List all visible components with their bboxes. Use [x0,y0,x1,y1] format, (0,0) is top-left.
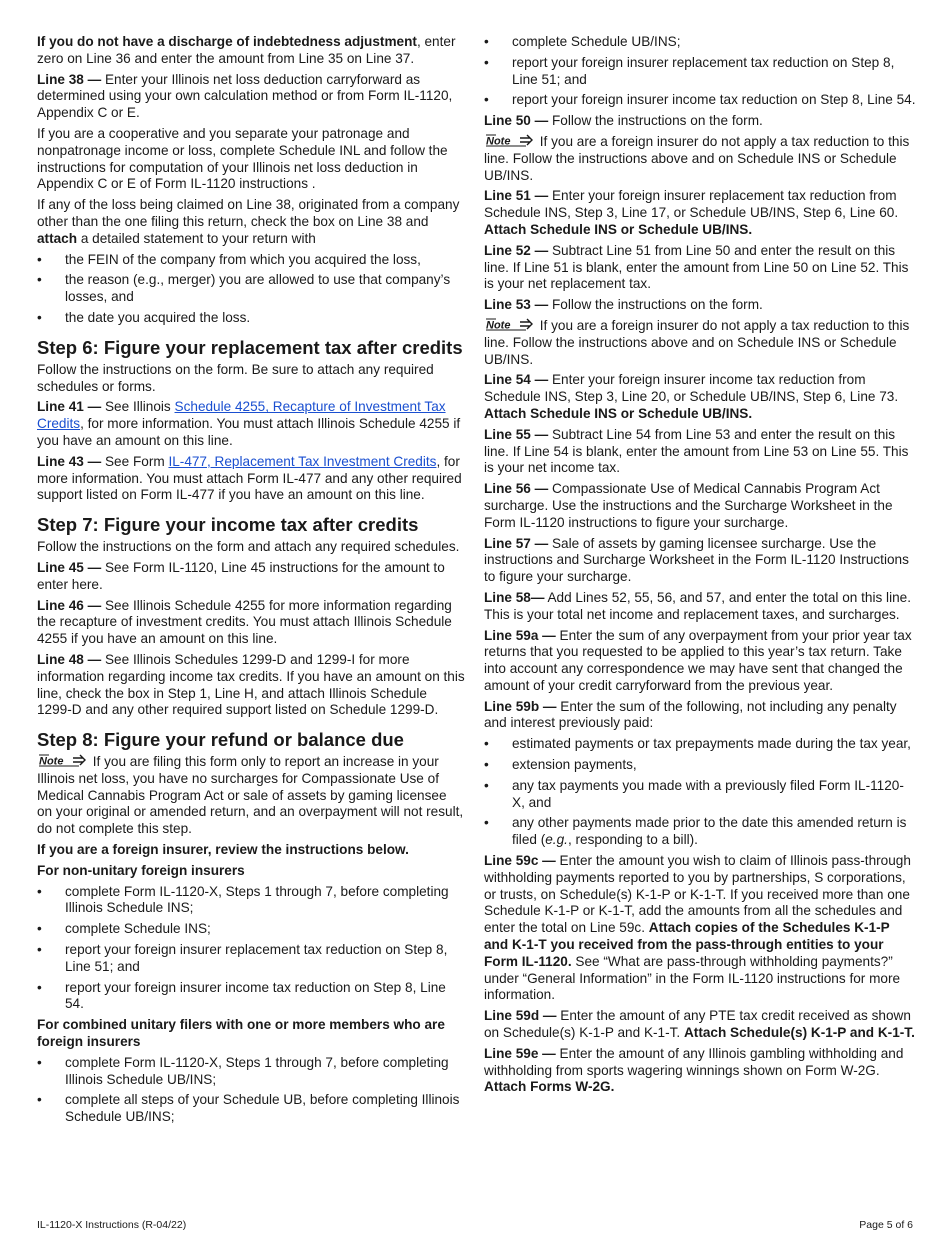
line-59b-paragraph: Line 59b — Enter the sum of the following, not including any penalty and interest previously paid: [484,698,897,731]
line-52-paragraph: Line 52 — Subtract Line 51 from Line 50 and enter the result on this line. If Line 51 is blank, enter the amount from Line 50 on Line 52. This is your net replacement tax. [484,242,909,292]
line-53-paragraph: Line 53 — Follow the instructions on the form. [484,297,763,313]
step-8-note: Note If you are filing this form only to report an increase in your Illinois net loss, you have no surcharges for Compassionate Use of Medical Cannabis Program Act or sale of assets by gaming licensee on your original or amended return, and an overpayment will not result, do not complete this step. [37,754,464,837]
list-item: • report your foreign insurer replacement tax reduction on Step 8, Line 51; and [37,942,465,976]
step-6-intro: Follow the instructions on the form. Be sure to attach any required schedules or forms. [37,361,434,394]
step-6-heading: Step 6: Figure your replacement tax after credits [37,336,463,358]
non-unitary-bullet-list [37,884,465,1014]
list-item: • extension payments, [484,757,916,774]
line-59d-paragraph: Line 59d — Enter the amount of any PTE tax credit received as shown on Schedule(s) K-1-P and K-1-T. Attach Schedule(s) K-1-P and K-1-T. [484,1008,915,1041]
line-59a-paragraph: Line 59a — Enter the sum of any overpayment from your prior year tax returns that you requested to be applied to this year’s tax return. Take into account any correspondence we may have sent that changed the amount of your credit carryforward from the previous year. [484,627,912,693]
line-46-paragraph: Line 46 — See Illinois Schedule 4255 for more information regarding the recapture of investment credits. You must attach Illinois Schedule 4255 if you have an amount on this line. [37,597,452,647]
cooperative-paragraph: If you are a cooperative and you separate your patronage and nonpatronage income or loss, complete Schedule INL and follow the instructions for computation of your Illinois net loss deduction in Appendix C or E of Form IL-1120 instructions . [37,125,448,192]
line-50-note: Note If you are a foreign insurer do not apply a tax reduction to this line. Follow the instructions above and on Schedule INS or Schedule UB/INS. [484,133,910,183]
line-45-paragraph: Line 45 — See Form IL-1120, Line 45 instructions for the amount to enter here. [37,559,445,592]
combined-unitary-heading: For combined unitary filers with one or more members who are foreign insurers [37,1017,445,1050]
line-43-paragraph: Line 43 — See Form IL-477, Replacement Tax Investment Credits, for more information. You must attach Form IL-477 and any other required support listed on Form IL-477 if you have an amount on this line. [37,453,462,503]
step-8-heading: Step 8: Figure your refund or balance due [37,729,404,751]
list-item: • estimated payments or tax prepayments made during the tax year, [484,736,916,753]
note-icon-label: Note [486,319,511,331]
note-icon [484,134,534,147]
line-37-paragraph: If you do not have a discharge of indebtedness adjustment, enter zero on Line 36 and enter the amount from Line 35 on Line 37. [37,34,456,66]
non-unitary-heading: For non-unitary foreign insurers [37,862,245,878]
foreign-insurer-heading: If you are a foreign insurer, review the instructions below. [37,842,409,858]
footer-page-number: Page 5 of 6 [859,1219,913,1231]
list-item: • report your foreign insurer income tax reduction on Step 8, Line 54. [484,92,916,109]
footer-form-id: IL-1120-X Instructions (R-04/22) [37,1219,187,1231]
line-56-paragraph: Line 56 — Compassionate Use of Medical Cannabis Program Act surcharge. Use the instructions and the Surcharge Worksheet in the Form IL-1120 instructions to figure your surcharge. [484,481,893,530]
list-item: • the reason (e.g., merger) you are allowed to use that company’s losses, and [37,272,465,306]
step-7-heading: Step 7: Figure your income tax after credits [37,514,419,536]
left-column [37,34,465,1130]
line-41-paragraph: Line 41 — See Illinois Schedule 4255, Recapture of Investment Tax Credits, for more information. You must attach Illinois Schedule 4255 if you have an amount on this line. [37,399,461,448]
list-item: • any tax payments you made with a previously filed Form IL-1120-X, and [484,778,916,812]
combined-unitary-bullet-list-continued [484,34,916,109]
il-477-link[interactable]: IL-477, Replacement Tax Investment Credits [168,453,437,469]
note-icon [37,754,87,767]
list-item: • complete Form IL-1120-X, Steps 1 through 7, before completing Illinois Schedule UB/INS; [37,1055,465,1089]
loss-bullet-list [37,252,465,327]
combined-unitary-bullet-list [37,1055,465,1126]
list-item: • any other payments made prior to the date this amended return is filed (e.g., responding to a bill). [484,815,916,849]
list-item: • complete Form IL-1120-X, Steps 1 through 7, before completing Illinois Schedule INS; [37,884,465,918]
line-55-paragraph: Line 55 — Subtract Line 54 from Line 53 and enter the result on this line. If Line 54 is blank, enter the amount from Line 53 on Line 55. This is your net income tax. [484,426,909,476]
line-58-paragraph: Line 58— Add Lines 52, 55, 56, and 57, and enter the total on this line. This is your total net income and replacement taxes, and surcharges. [484,589,911,622]
line-50-paragraph: Line 50 — Follow the instructions on the form. [484,113,763,129]
line-54-paragraph: Line 54 — Enter your foreign insurer income tax reduction from Schedule INS, Step 3, Line 20, or Schedule UB/INS, Step 6, Line 73. Attach Schedule INS or Schedule UB/INS. [484,372,899,421]
list-item: • complete all steps of your Schedule UB, before completing Illinois Schedule UB/INS; [37,1092,465,1126]
right-column [484,34,916,1100]
note-icon [484,318,534,331]
line-48-paragraph: Line 48 — See Illinois Schedules 1299-D and 1299-I for more information regarding income tax credits. If you have an amount on this line, check the box in Step 1, Line H, and attach Illinois Schedule 1299-D and any other required support listed on Schedule 1299-D. [37,651,465,718]
line-57-paragraph: Line 57 — Sale of assets by gaming licensee surcharge. Use the instructions and Surcharge Worksheet in the Form IL-1120 Instructions to figure your surcharge. [484,535,909,585]
line-59c-paragraph: Line 59c — Enter the amount you wish to claim of Illinois pass-through withholding payments reported to you by partnerships, S corporations, or trusts, on Schedule(s) K-1-P or K-1-T. If you received more than one Schedule K-1-P or K-1-T, add the amounts from all the schedules and enter the total on Line 59c. Attach copies of the Schedules K-1-P and K-1-T you received from the pass-through entities to your Form IL-1120. See “What are pass-through withholding payments?” under “General Information” in the Form IL-1120 instructions for more information. [484,853,911,1003]
line-51-paragraph: Line 51 — Enter your foreign insurer replacement tax reduction from Schedule INS, Step 3, Line 17, or Schedule UB/INS, Step 6, Line 60. Attach Schedule INS or Schedule UB/INS. [484,188,899,237]
loss-origin-paragraph: If any of the loss being claimed on Line 38, originated from a company other than the one filing this return, check the box on Line 38 and attach a detailed statement to your return with [37,197,460,246]
list-item: • complete Schedule UB/INS; [484,34,916,51]
line-59e-paragraph: Line 59e — Enter the amount of any Illinois gambling withholding and withholding from sports wagering winnings shown on Form W-2G. Attach Forms W-2G. [484,1045,904,1095]
list-item: • the FEIN of the company from which you acquired the loss, [37,252,465,269]
list-item: • the date you acquired the loss. [37,310,465,327]
note-icon-label: Note [486,135,511,147]
line-38-paragraph: Line 38 — Enter your Illinois net loss deduction carryforward as determined using your own calculation method or from Form IL-1120, Appendix C or E. [37,71,453,121]
schedule-4255-link[interactable]: Schedule 4255, Recapture of Investment Tax Credits [37,399,446,432]
line-59b-bullet-list [484,736,916,849]
list-item: • complete Schedule INS; [37,921,465,938]
note-icon-label: Note [39,755,64,768]
list-item: • report your foreign insurer replacement tax reduction on Step 8, Line 51; and [484,55,916,89]
list-item: • report your foreign insurer income tax reduction on Step 8, Line 54. [37,980,465,1014]
line-53-note: Note If you are a foreign insurer do not apply a tax reduction to this line. Follow the instructions above and on Schedule INS or Schedule UB/INS. [484,317,910,367]
step-7-intro: Follow the instructions on the form and attach any required schedules. [37,539,460,555]
